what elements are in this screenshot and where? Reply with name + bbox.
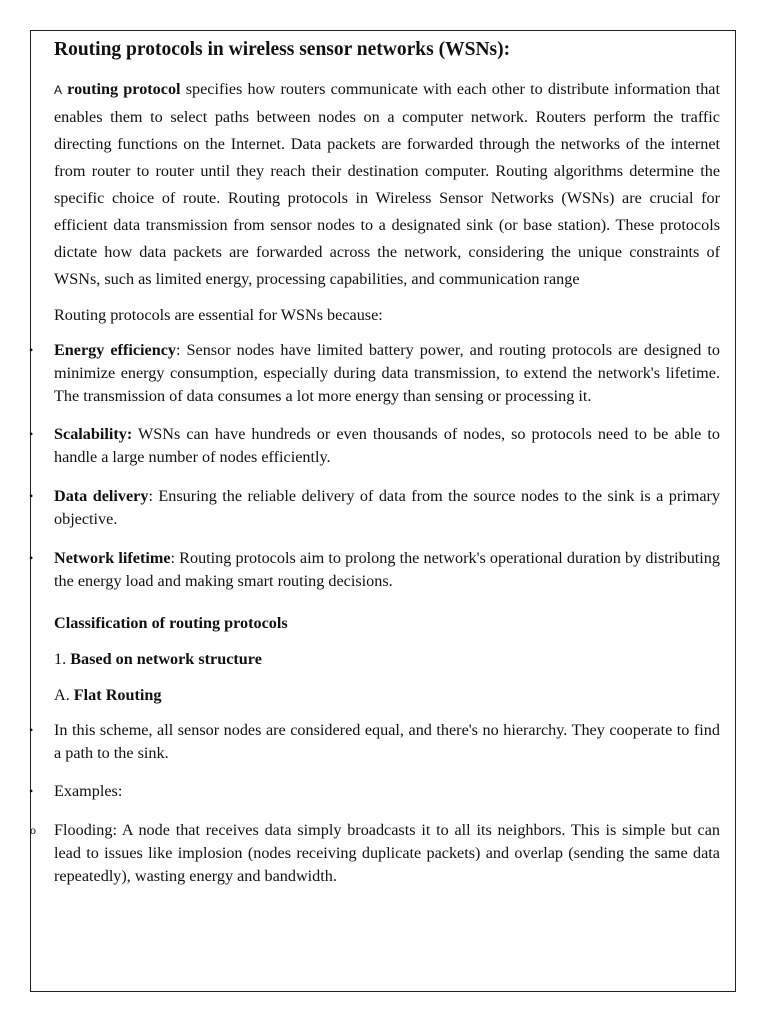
intro-text: specifies how routers communicate with each other to distribute information that enables them to select paths between nodes on a computer network. Routers perform the traffic directing functions on the Internet. Data packets are forwarded through the networks of the internet from router to router until they reach their destination computer. Routing algorithms determine the specific choice of route. Routing protocols in Wireless Sensor Networks (WSNs) are crucial for efficient data transmission from sensor nodes to a designated sink (or base station). These protocols dictate how data packets are forwarded across the network, considering the unique constraints of WSNs, such as limited energy, processing capabilities, and communication range bbox=[54, 80, 720, 288]
list-item bbox=[29, 339, 721, 408]
bullet-term: Scalability: bbox=[54, 425, 133, 443]
bullet-glyph: • bbox=[29, 551, 34, 565]
classification-heading bbox=[54, 611, 720, 635]
bullet-text: In this scheme, all sensor nodes are considered equal, and there's no hierarchy. They cooperate to find a path to the sink. bbox=[54, 721, 720, 762]
sub-list-item bbox=[30, 819, 720, 888]
bullet-text: : Sensor nodes have limited battery power, and routing protocols are designed to minimize energy consumption, especially during data transmission, to extend the network's lifetime. The transmission of data consumes a lot more energy than sensing or processing it. bbox=[54, 341, 721, 405]
intro-leading-article: A bbox=[54, 83, 63, 97]
section-heading-1 bbox=[54, 647, 720, 671]
bullet-term: Data delivery bbox=[54, 487, 149, 505]
page-title: Routing protocols in wireless sensor networks (WSNs): bbox=[54, 39, 511, 60]
list-item bbox=[29, 780, 720, 803]
document-body bbox=[29, 38, 721, 888]
sub-bullet-glyph: o bbox=[30, 823, 36, 837]
intro-paragraph bbox=[54, 76, 720, 293]
list-item bbox=[29, 485, 720, 531]
bullet-text: Examples: bbox=[54, 782, 123, 800]
bullet-text: : Ensuring the reliable delivery of data from the source nodes to the sink is a primary objective. bbox=[54, 487, 720, 528]
essential-intro: Routing protocols are essential for WSNs because: bbox=[54, 306, 383, 324]
bullet-glyph: • bbox=[29, 489, 34, 503]
bullet-glyph: • bbox=[29, 343, 34, 357]
classification-heading-text: Classification of routing protocols bbox=[54, 614, 288, 632]
section-number: A. bbox=[54, 686, 74, 704]
section-label: Based on network structure bbox=[70, 650, 262, 668]
intro-term: routing protocol bbox=[67, 80, 181, 98]
list-item bbox=[29, 719, 720, 765]
sub-bullet-text: Flooding: A node that receives data simply broadcasts it to all its neighbors. This is simple but can lead to issues like implosion (nodes receiving duplicate packets) and overlap (sending the same data repeatedly), wasting energy and bandwidth. bbox=[54, 821, 720, 885]
bullet-text: WSNs can have hundreds or even thousands of nodes, so protocols need to be able to handle a large number of nodes efficiently. bbox=[54, 425, 720, 466]
bullet-term: Energy efficiency bbox=[54, 341, 176, 359]
list-item bbox=[29, 547, 720, 593]
list-item bbox=[29, 423, 720, 469]
bullet-glyph: • bbox=[29, 723, 34, 737]
bullet-term: Network lifetime bbox=[54, 549, 171, 567]
bullet-glyph: • bbox=[29, 427, 34, 441]
section-label: Flat Routing bbox=[73, 686, 162, 704]
bullet-glyph: • bbox=[29, 784, 34, 798]
bullet-text: : Routing protocols aim to prolong the network's operational duration by distributing the energy load and making smart routing decisions. bbox=[54, 549, 720, 590]
section-number: 1. bbox=[54, 650, 71, 668]
section-heading-a bbox=[54, 683, 720, 707]
